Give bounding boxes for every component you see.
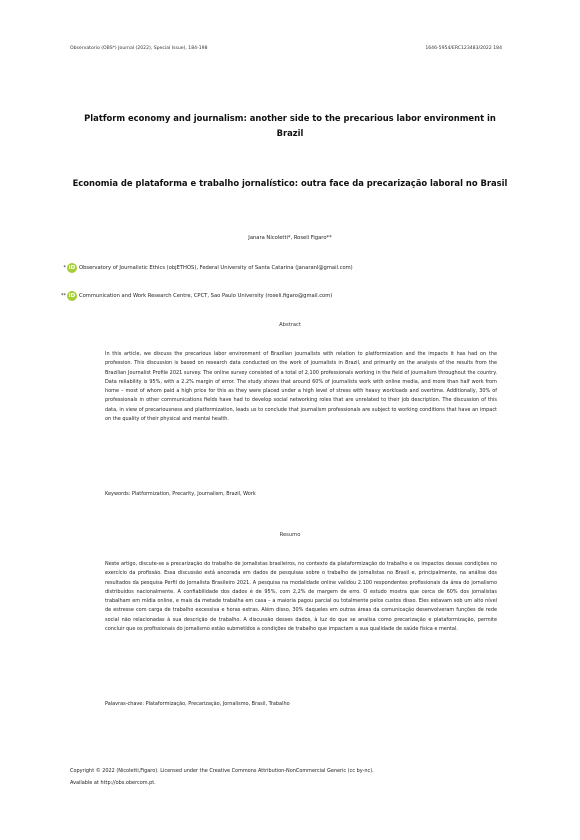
author-line: Janara Nicoletti*, Roseli Figaro** [248,235,332,241]
orcid-icon[interactable]: iD [68,265,76,271]
resumo-heading: Resumo [279,532,301,538]
affiliation-marker: ** [61,293,66,299]
title-portuguese: Economia de plataforma e trabalho jornalístico: outra face da precarização laboral no Brasil [72,178,508,188]
orcid-icon[interactable]: iD [68,293,76,299]
title-english: Platform economy and journalism: another side to the precarious labor environment in Brazil [84,113,496,138]
running-header-journal: Observatorio (OBS*) Journal (2022), Special Issue), 184-198 [70,46,208,51]
keywords-portuguese: Palavras-chave: Plataformização, Precarização, Jornalismo, Brasil, Trabalho [105,701,290,707]
copyright-notice: Copyright © 2022 (Nicoletti,Figaro). Licensed under the Creative Commons Attribution-NonCommercial Generic (cc by-nc). [70,768,374,774]
affiliation-text: Communication and Work Research Centre, CPCT, Sao Paulo University (roseli.figaro@gmail.com) [79,293,333,299]
keywords-english: Keywords: Platformization, Precarity, Journalism, Brazil, Work [105,491,256,497]
abstract-heading: Abstract [279,322,301,328]
affiliation-1 [58,263,518,273]
running-header-issn-page: 1646-5954/ERC123483/2022 184 [425,46,502,51]
affiliation-text: Observatory of Journalistic Ethics (objETHOS), Federal University of Santa Catarina (janaranl@gmail.com) [79,265,353,271]
abstract-text: In this article, we discuss the precarious labor environment of Brazilian journalists with relation to platformization and the impacts it has had on the profession. This discussion is based on research data conducted on the work of journalists in Brazil, and primarily on the analysis of the results from the Brazilian Journalist Profile 2021 survey. The online survey consisted of a total of 2,100 professionals working in the field of journalism throughout the country. Data reliability is 95%, with a 2.2% margin of error. The study shows that around 60% of journalists work with online media, and more than half work from home – most of whom paid a high price for this as they were placed under a high level of stress with heavy workloads and overtime. Additionally, 30% of professionals in other communications fields have had to develop social networking roles that are unrelated to their job description. The discussion of this data, in view of precariousness and platformization, leads us to conclude that journalism professionals are subject to working conditions that have an impact on the quality of their physical and mental health. [105,351,497,423]
resumo-text: Neste artigo, discute-se a precarização do trabalho de jornalistas brasileiros, no contexto da plataformização do trabalho e os impactos dessas condições no exercício da profissão. Essa discussão está ancorada em dados de pesquisas sobre o trabalho de jornalistas no Brasil e, principalmente, na análise dos resultados da pesquisa Perfil do Jornalista Brasileiro 2021. A pesquisa na modalidade online validou 2.100 respondentes profissionais da área do jornalismo distribuídos nacionalmente. A confiabilidade dos dados é de 95%, com 2,2% de margem de erro. O estudo mostra que cerca de 60% dos jornalistas trabalham em mídia online, e mais da metade trabalha em casa – a maioria pagou parcial ou totalmente pelos custos disso. Eles estavam sob um alto nível de estresse com carga de trabalho excessiva e horas extras. Além disso, 30% daqueles em outras áreas da comunicação desenvolveram funções de rede social não relacionadas à sua descrição de trabalho. A discussão desses dados, à luz do que se analisa como precarização e plataformização, permite concluir que os profissionais do jornalismo estão submetidos a condições de trabalho que impactam a sua qualidade de saúde física e mental. [105,561,497,633]
affiliation-2 [58,291,518,301]
affiliation-marker: * [63,265,66,271]
availability-notice: Available at http://obs.obercom.pt. [70,780,156,786]
